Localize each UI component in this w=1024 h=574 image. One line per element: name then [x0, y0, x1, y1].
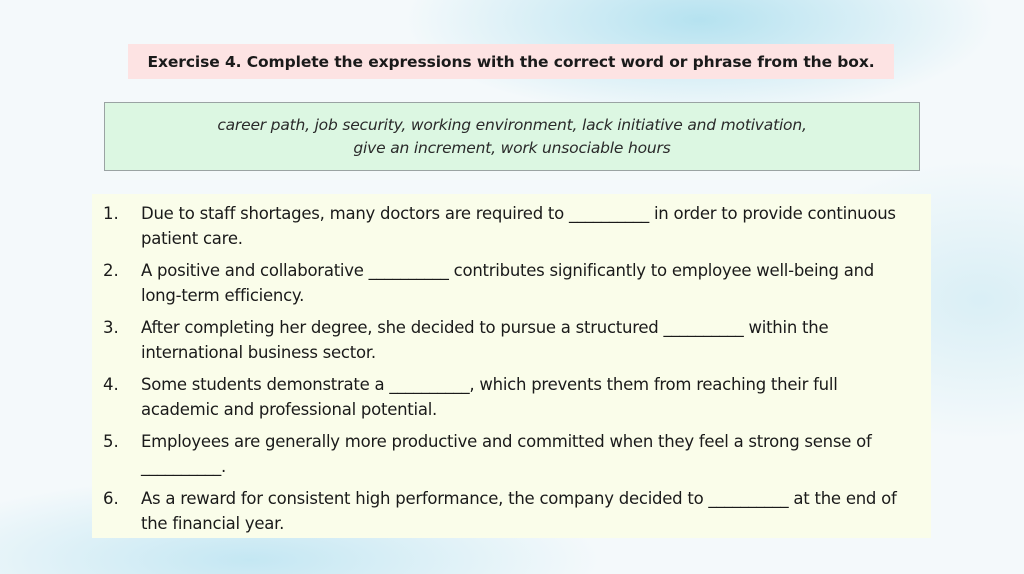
- item-text: Due to staff shortages, many doctors are required to __________ in order to provide continuous patient care.: [141, 204, 896, 248]
- item-text: Employees are generally more productive and committed when they feel a strong sense of __________.: [141, 432, 872, 476]
- item-number: 4.: [103, 375, 119, 394]
- item-number: 2.: [103, 261, 119, 280]
- word-box-line-2: give an increment, work unsociable hours: [353, 138, 671, 157]
- item-number: 5.: [103, 432, 119, 451]
- word-box-line-1: career path, job security, working environment, lack initiative and motivation,: [217, 115, 807, 134]
- list-item: [92, 430, 931, 479]
- item-number: 6.: [103, 489, 119, 508]
- exercise-list: [92, 194, 931, 538]
- item-number: 3.: [103, 318, 119, 337]
- exercise-title-box: [128, 44, 894, 79]
- item-text: After completing her degree, she decided to pursue a structured __________ within the international business sector.: [141, 318, 829, 362]
- list-item: [92, 487, 931, 536]
- word-box: [104, 102, 920, 171]
- list-item: [92, 316, 931, 365]
- list-item: [92, 202, 931, 251]
- item-text: Some students demonstrate a __________, which prevents them from reaching their full academic and professional potential.: [141, 375, 838, 419]
- item-number: 1.: [103, 204, 119, 223]
- list-item: [92, 373, 931, 422]
- list-item: [92, 259, 931, 308]
- item-text: A positive and collaborative __________ contributes significantly to employee well-being and long-term efficiency.: [141, 261, 874, 305]
- item-text: As a reward for consistent high performance, the company decided to __________ at the end of the financial year.: [141, 489, 897, 533]
- exercise-title: Exercise 4. Complete the expressions with the correct word or phrase from the box.: [147, 52, 875, 71]
